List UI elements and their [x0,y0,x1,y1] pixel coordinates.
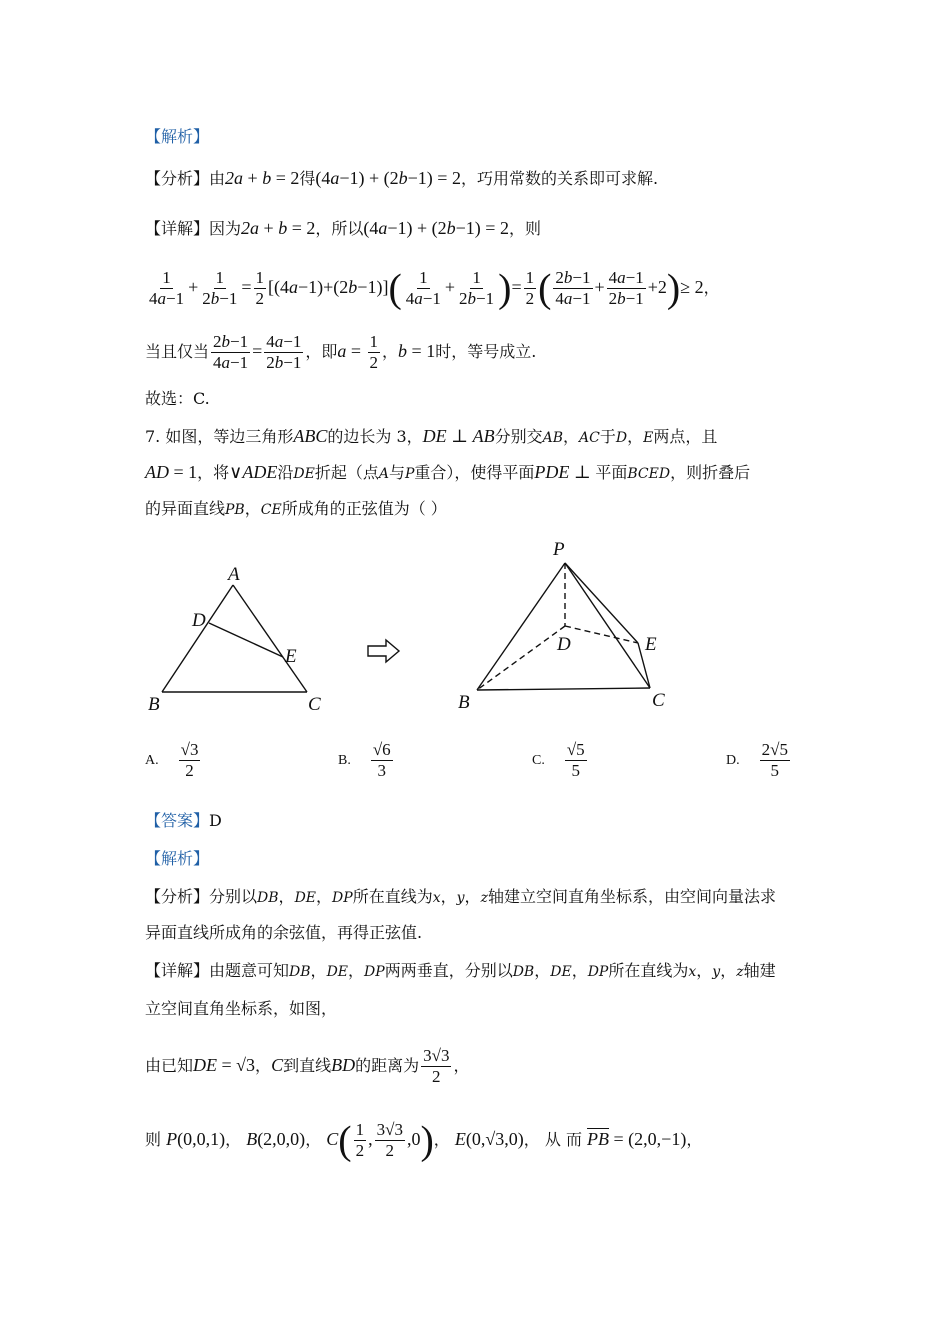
answer-line [145,808,222,831]
label-b: B [148,694,160,715]
answer-value: D [209,811,222,830]
option-d[interactable]: D. $\frac{2√5}{5}$ [726,740,788,780]
label-b2: B [458,692,470,713]
equality-condition: 当且仅当 $\frac{2b-1}{4a-1}$ = $\frac{4a-1}{2b-1}$ ，即a = $\frac{1}{2}$ ，b = 1时，等号成立. [145,332,537,372]
choice-conclusion: 故选：C. [145,389,210,408]
option-c[interactable]: C. $\frac{√5}{5}$ [532,740,585,780]
q7-detail-line-2: 立空间直角坐标系，如图， [145,999,338,1018]
q7-stem-line-2: AD = 1，将∨ADE沿DE折起（点A与P重合），使得平面PDE ⊥ 平面BCED，则折叠后 [145,462,751,482]
coordinates-line: 则 P(0,0,1)， B(2,0,0)， C( $\frac{1}{2}$ , $\frac{3√3}{2}$ ,0)， E(0,√3,0)， 从 而 $\overline{PB} = (2,0,-1)$， [145,1117,703,1163]
q7-analysis-tag: 【分析】 [145,887,210,906]
detail-tag: 【详解】 [145,219,210,238]
figure-pyramid-pbced [477,563,650,690]
q7-figures [140,530,700,720]
label-c2: C [652,690,665,711]
q7-jiexi-heading: 【解析】 [145,849,210,868]
hollow-right-arrow-icon [368,640,399,662]
q7-detail-tag: 【详解】 [145,961,210,980]
label-e2: E [645,634,657,655]
figure-triangle-abc [162,585,307,692]
option-a[interactable]: A. $\frac{√3}{2}$ [145,740,199,780]
q7-analysis-line-1: 【分析】分别以DB，DE，DP所在直线为x，y，z轴建立空间直角坐标系，由空间向量法求 [145,887,776,906]
q7-stem-line-3: 的异面直线PB，CE所成角的正弦值为（ ） [145,499,447,518]
analysis-tag: 【分析】 [145,169,210,188]
inequality-equation: $\frac{1}{4a-1}$ + $\frac{1}{2b-1}$ = $\frac{1}{2}$ [(4a−1)+(2b−1)]( $\frac{1}{4a-1}$ + $\frac{1}{2b-1}$ )= $\frac{1}{2}$ ( $\frac{2b-1}{4a-1}$ + $\frac{4a-1}{2b-1}$ +2)≥ 2， [149,265,720,311]
answer-tag: 【答案】 [145,811,210,830]
label-c: C [308,694,321,715]
q7-stem-line-1: 7. 如图，等边三角形ABC的边长为 3，DE ⊥ AB分别交AB，AC于D，E两点，且 [145,426,718,446]
label-d: D [192,610,206,631]
option-b[interactable]: B. $\frac{√6}{3}$ [338,740,391,780]
q7-detail-line-1: 【详解】由题意可知DB，DE，DP两两垂直，分别以DB，DE，DP所在直线为x，y，z轴建 [145,961,776,980]
detail-line: 【详解】因为2a + b = 2，所以(4a−1) + (2b−1) = 2，则 [145,218,541,238]
q7-analysis-line-2: 异面直线所成角的余弦值，再得正弦值. [145,923,423,942]
label-d2: D [557,634,571,655]
analysis-line: 【分析】由2a + b = 2得(4a−1) + (2b−1) = 2，巧用常数的关系即可求解. [145,168,659,188]
known-distance-line: 由已知DE = √3，C到直线BD的距离为 $\frac{3√3}{2}$ ， [145,1046,470,1086]
label-p: P [553,539,565,560]
label-e: E [285,646,297,667]
jiexi-heading: 【解析】 [145,127,210,146]
label-a: A [228,564,240,585]
